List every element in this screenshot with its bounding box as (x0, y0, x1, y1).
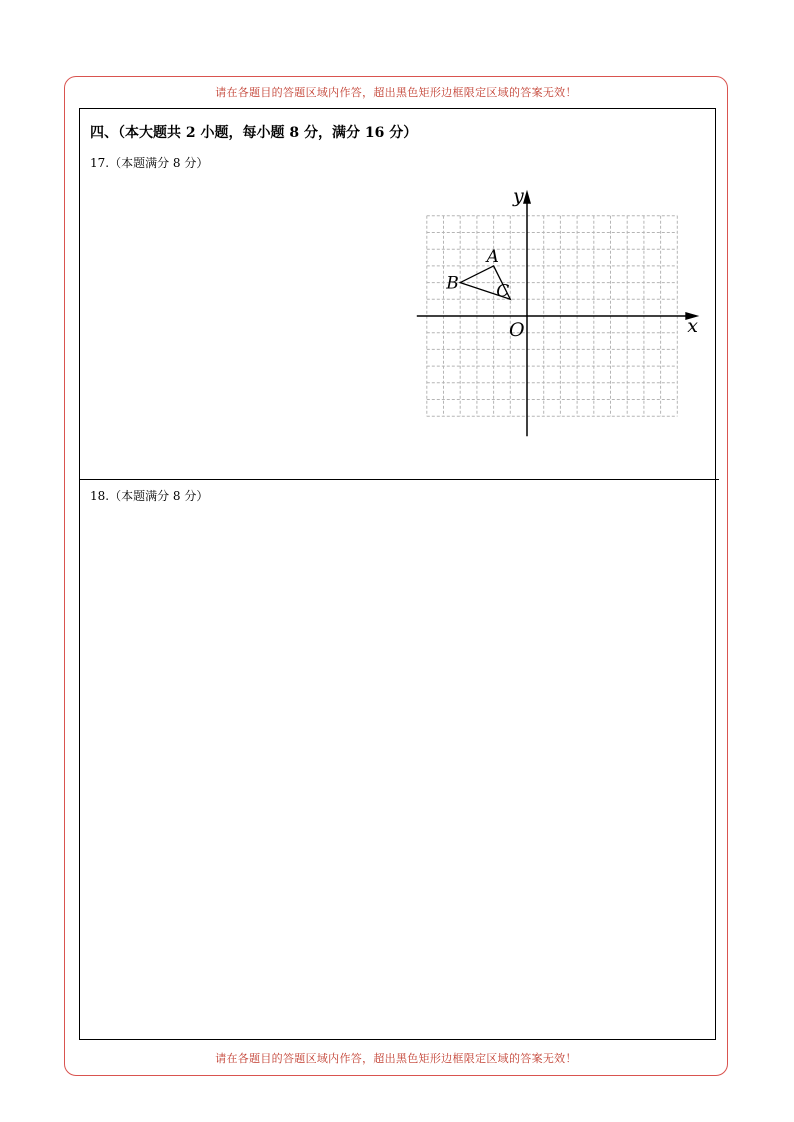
point-a-label: A (486, 246, 499, 267)
x-axis-label: x (687, 315, 699, 337)
y-axis-label: y (513, 184, 524, 207)
notice-bottom: 请在各题目的答题区域内作答，超出黑色矩形边框限定区域的答案无效！ (215, 1052, 577, 1065)
y-axis-arrow (523, 190, 531, 204)
question-18-label: 18.（本题满分 8 分） (90, 489, 209, 503)
question-17-label: 17.（本题满分 8 分） (90, 156, 209, 170)
origin-label: O (509, 319, 525, 341)
point-b-label: B (446, 273, 459, 294)
notice-top: 请在各题目的答题区域内作答，超出黑色矩形边框限定区域的答案无效！ (215, 86, 577, 99)
coordinate-graph (405, 178, 705, 440)
section-heading: 四、（本大题共 2 小题，每小题 8 分，满分 16 分） (90, 125, 418, 141)
point-c-label: C (496, 281, 510, 302)
question-divider (80, 479, 719, 480)
